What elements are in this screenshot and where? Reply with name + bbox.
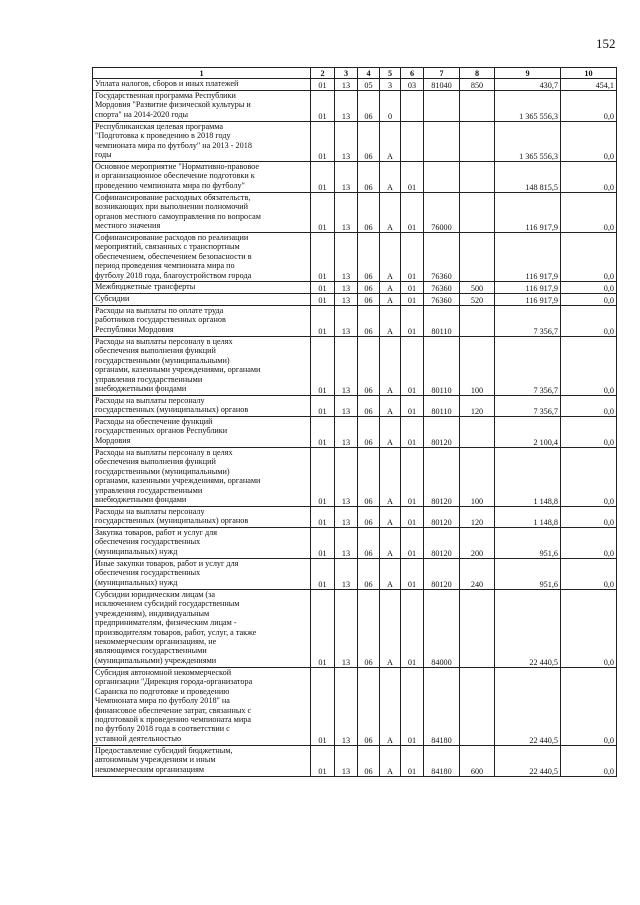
table-row — [93, 668, 617, 746]
table-row — [93, 746, 617, 777]
cell-c6 — [401, 122, 424, 162]
cell-c7: 84180 — [424, 668, 460, 746]
table-row — [93, 306, 617, 337]
row-name-cell: Предоставление субсидий бюджетным, автономным учреждениям и иным некоммерческим организациям — [93, 746, 311, 777]
row-name-cell: Расходы на обеспечение функций государственных органов Республики Мордовия — [93, 417, 311, 448]
cell-c7: 80110 — [424, 306, 460, 337]
cell-c5: А — [380, 507, 401, 528]
cell-c7: 84000 — [424, 590, 460, 668]
table-row — [93, 417, 617, 448]
cell-c2: 01 — [311, 162, 335, 193]
cell-c9: 22 440,5 — [495, 590, 561, 668]
table-row — [93, 233, 617, 282]
cell-c5: 0 — [380, 91, 401, 122]
cell-c6: 01 — [401, 233, 424, 282]
table-row — [93, 282, 617, 294]
table-row — [93, 79, 617, 91]
cell-c9: 116 917,9 — [495, 233, 561, 282]
row-name-cell: Республиканская целевая программа "Подготовка к проведению в 2018 году чемпионата мира по футболу" на 2013 - 2018 годы — [93, 122, 311, 162]
column-header-4: 4 — [358, 68, 380, 79]
table-row — [93, 396, 617, 417]
table-row — [93, 294, 617, 306]
cell-c5: А — [380, 590, 401, 668]
cell-c2: 01 — [311, 193, 335, 233]
cell-c7: 80120 — [424, 507, 460, 528]
cell-c10: 0,0 — [561, 448, 617, 507]
cell-c5: А — [380, 528, 401, 559]
row-name-cell: Субсидии — [93, 294, 311, 306]
table-row — [93, 559, 617, 590]
cell-c2: 01 — [311, 91, 335, 122]
cell-c9: 22 440,5 — [495, 668, 561, 746]
cell-c2: 01 — [311, 668, 335, 746]
cell-c2: 01 — [311, 294, 335, 306]
cell-c8: 120 — [460, 507, 495, 528]
cell-c9: 1 148,8 — [495, 448, 561, 507]
cell-c2: 01 — [311, 306, 335, 337]
cell-c3: 13 — [335, 233, 358, 282]
table-row — [93, 162, 617, 193]
row-name-cell: Иные закупки товаров, работ и услуг для обеспечения государственных (муниципальных) нужд — [93, 559, 311, 590]
cell-c5: А — [380, 559, 401, 590]
cell-c3: 13 — [335, 746, 358, 777]
table-row — [93, 507, 617, 528]
row-name-cell: Субсидия автономной некоммерческой организации "Дирекция города-организатора Саранска по подготовке и проведению Чемпионата мира по футболу 2018" на финансовое обеспечение затрат, связанных с подготовкой к проведению чемпионата мира по футболу 2018 года в соответствии с уставной деятельностью — [93, 668, 311, 746]
row-name-cell: Основное мероприятие "Нормативно-правовое и организационное обеспечение подготовки к проведению чемпионата мира по футболу" — [93, 162, 311, 193]
cell-c8 — [460, 91, 495, 122]
cell-c7 — [424, 122, 460, 162]
cell-c4: 06 — [358, 417, 380, 448]
cell-c6 — [401, 91, 424, 122]
cell-c2: 01 — [311, 528, 335, 559]
cell-c7: 80120 — [424, 559, 460, 590]
cell-c3: 13 — [335, 294, 358, 306]
cell-c6: 01 — [401, 507, 424, 528]
cell-c3: 13 — [335, 193, 358, 233]
cell-c8 — [460, 122, 495, 162]
cell-c2: 01 — [311, 417, 335, 448]
table-body — [93, 79, 617, 777]
cell-c7: 80110 — [424, 337, 460, 396]
cell-c5: А — [380, 294, 401, 306]
row-name-cell: Межбюджетные трансферты — [93, 282, 311, 294]
table-row — [93, 528, 617, 559]
cell-c3: 13 — [335, 122, 358, 162]
table-row — [93, 448, 617, 507]
cell-c7 — [424, 91, 460, 122]
cell-c8 — [460, 193, 495, 233]
cell-c4: 06 — [358, 162, 380, 193]
cell-c9: 7 356,7 — [495, 337, 561, 396]
cell-c5: А — [380, 233, 401, 282]
cell-c6: 01 — [401, 559, 424, 590]
budget-table — [92, 67, 617, 777]
cell-c3: 13 — [335, 668, 358, 746]
cell-c4: 06 — [358, 306, 380, 337]
cell-c6: 01 — [401, 528, 424, 559]
table-row — [93, 590, 617, 668]
row-name-cell: Расходы на выплаты персоналу в целях обеспечения выполнения функций государственными (муниципальными) органами, казенными учреждениями, органами управления государственными внебюджетными фондами — [93, 337, 311, 396]
column-header-8: 8 — [460, 68, 495, 79]
cell-c4: 06 — [358, 193, 380, 233]
row-name-cell: Софинансирование расходов по реализации мероприятий, связанных с транспортным обеспечением, обеспечением безопасности в период проведения чемпионата мира по футболу 2018 года, благоустройством города — [93, 233, 311, 282]
cell-c2: 01 — [311, 282, 335, 294]
cell-c10: 0,0 — [561, 294, 617, 306]
column-header-5: 5 — [380, 68, 401, 79]
cell-c4: 06 — [358, 337, 380, 396]
cell-c2: 01 — [311, 396, 335, 417]
cell-c3: 13 — [335, 507, 358, 528]
cell-c8 — [460, 162, 495, 193]
cell-c9: 951,6 — [495, 528, 561, 559]
cell-c6: 01 — [401, 282, 424, 294]
cell-c10: 0,0 — [561, 233, 617, 282]
cell-c5: А — [380, 122, 401, 162]
cell-c5: А — [380, 448, 401, 507]
cell-c3: 13 — [335, 282, 358, 294]
cell-c4: 06 — [358, 396, 380, 417]
cell-c7: 76360 — [424, 282, 460, 294]
cell-c6: 01 — [401, 294, 424, 306]
cell-c2: 01 — [311, 233, 335, 282]
row-name-cell: Субсидии юридическим лицам (за исключением субсидий государственным учреждениям), индивидуальным предпринимателям, физическим лицам - производителям товаров, работ, услуг, а также некоммерческим организациям, не являющимся государственными (муниципальными) учреждениями — [93, 590, 311, 668]
cell-c6: 03 — [401, 79, 424, 91]
cell-c3: 13 — [335, 559, 358, 590]
row-name-cell: Закупка товаров, работ и услуг для обеспечения государственных (муниципальных) нужд — [93, 528, 311, 559]
cell-c10: 0,0 — [561, 396, 617, 417]
cell-c8: 500 — [460, 282, 495, 294]
cell-c8 — [460, 417, 495, 448]
cell-c4: 06 — [358, 746, 380, 777]
column-header-9: 9 — [495, 68, 561, 79]
column-header-7: 7 — [424, 68, 460, 79]
cell-c5: А — [380, 668, 401, 746]
cell-c7: 84180 — [424, 746, 460, 777]
cell-c8: 100 — [460, 448, 495, 507]
row-name-cell: Расходы на выплаты персоналу государственных (муниципальных) органов — [93, 507, 311, 528]
cell-c10: 0,0 — [561, 193, 617, 233]
cell-c6: 01 — [401, 193, 424, 233]
cell-c6: 01 — [401, 668, 424, 746]
cell-c10: 0,0 — [561, 528, 617, 559]
cell-c3: 13 — [335, 448, 358, 507]
cell-c10: 0,0 — [561, 417, 617, 448]
cell-c10: 0,0 — [561, 122, 617, 162]
cell-c5: А — [380, 396, 401, 417]
cell-c6: 01 — [401, 396, 424, 417]
cell-c10: 0,0 — [561, 337, 617, 396]
cell-c5: А — [380, 282, 401, 294]
cell-c8 — [460, 306, 495, 337]
cell-c3: 13 — [335, 528, 358, 559]
cell-c3: 13 — [335, 590, 358, 668]
cell-c5: А — [380, 306, 401, 337]
cell-c6: 01 — [401, 417, 424, 448]
cell-c9: 951,6 — [495, 559, 561, 590]
cell-c9: 1 365 556,3 — [495, 122, 561, 162]
cell-c3: 13 — [335, 79, 358, 91]
cell-c10: 0,0 — [561, 282, 617, 294]
row-name-cell: Расходы на выплаты по оплате труда работников государственных органов Республики Мордовия — [93, 306, 311, 337]
cell-c10: 0,0 — [561, 306, 617, 337]
column-header-1: 1 — [93, 68, 311, 79]
cell-c5: А — [380, 417, 401, 448]
cell-c8 — [460, 590, 495, 668]
cell-c10: 0,0 — [561, 559, 617, 590]
cell-c3: 13 — [335, 306, 358, 337]
column-header-2: 2 — [311, 68, 335, 79]
cell-c3: 13 — [335, 396, 358, 417]
cell-c7: 80120 — [424, 448, 460, 507]
row-name-cell: Государственная программа Республики Мордовия "Развитие физической культуры и спорта" на 2014-2020 годы — [93, 91, 311, 122]
cell-c8: 200 — [460, 528, 495, 559]
cell-c2: 01 — [311, 559, 335, 590]
cell-c8: 120 — [460, 396, 495, 417]
cell-c7: 81040 — [424, 79, 460, 91]
cell-c9: 1 365 556,3 — [495, 91, 561, 122]
table-header-row — [93, 68, 617, 79]
cell-c4: 06 — [358, 448, 380, 507]
cell-c10: 0,0 — [561, 590, 617, 668]
cell-c4: 06 — [358, 559, 380, 590]
cell-c4: 06 — [358, 233, 380, 282]
cell-c10: 0,0 — [561, 668, 617, 746]
cell-c4: 06 — [358, 122, 380, 162]
cell-c4: 05 — [358, 79, 380, 91]
cell-c9: 116 917,9 — [495, 193, 561, 233]
cell-c8: 600 — [460, 746, 495, 777]
cell-c4: 06 — [358, 294, 380, 306]
cell-c2: 01 — [311, 448, 335, 507]
cell-c9: 7 356,7 — [495, 306, 561, 337]
cell-c9: 430,7 — [495, 79, 561, 91]
cell-c10: 0,0 — [561, 91, 617, 122]
cell-c5: А — [380, 162, 401, 193]
cell-c4: 06 — [358, 668, 380, 746]
table-row — [93, 122, 617, 162]
cell-c2: 01 — [311, 507, 335, 528]
cell-c9: 22 440,5 — [495, 746, 561, 777]
cell-c3: 13 — [335, 417, 358, 448]
cell-c9: 7 356,7 — [495, 396, 561, 417]
cell-c9: 116 917,9 — [495, 294, 561, 306]
cell-c2: 01 — [311, 122, 335, 162]
cell-c7: 80110 — [424, 396, 460, 417]
cell-c5: А — [380, 193, 401, 233]
cell-c3: 13 — [335, 337, 358, 396]
cell-c4: 06 — [358, 590, 380, 668]
row-name-cell: Софинансирование расходных обязательств, возникающих при выполнении полномочий органов местного самоуправления по вопросам местного значения — [93, 193, 311, 233]
cell-c3: 13 — [335, 91, 358, 122]
cell-c4: 06 — [358, 282, 380, 294]
cell-c9: 148 815,5 — [495, 162, 561, 193]
cell-c2: 01 — [311, 79, 335, 91]
cell-c8: 100 — [460, 337, 495, 396]
cell-c7: 80120 — [424, 417, 460, 448]
cell-c7: 76360 — [424, 294, 460, 306]
cell-c4: 06 — [358, 91, 380, 122]
cell-c9: 2 100,4 — [495, 417, 561, 448]
cell-c2: 01 — [311, 590, 335, 668]
cell-c8: 240 — [460, 559, 495, 590]
column-header-10: 10 — [561, 68, 617, 79]
cell-c6: 01 — [401, 337, 424, 396]
page-number: 152 — [596, 36, 616, 51]
cell-c10: 454,1 — [561, 79, 617, 91]
cell-c10: 0,0 — [561, 162, 617, 193]
cell-c7: 76000 — [424, 193, 460, 233]
cell-c4: 06 — [358, 507, 380, 528]
cell-c6: 01 — [401, 306, 424, 337]
table-row — [93, 193, 617, 233]
cell-c10: 0,0 — [561, 507, 617, 528]
cell-c7 — [424, 162, 460, 193]
cell-c5: А — [380, 746, 401, 777]
cell-c7: 76360 — [424, 233, 460, 282]
cell-c2: 01 — [311, 746, 335, 777]
cell-c9: 1 148,8 — [495, 507, 561, 528]
cell-c9: 116 917,9 — [495, 282, 561, 294]
cell-c7: 80120 — [424, 528, 460, 559]
cell-c8 — [460, 233, 495, 282]
cell-c8: 850 — [460, 79, 495, 91]
cell-c6: 01 — [401, 448, 424, 507]
column-header-6: 6 — [401, 68, 424, 79]
cell-c6: 01 — [401, 590, 424, 668]
cell-c8: 520 — [460, 294, 495, 306]
cell-c4: 06 — [358, 528, 380, 559]
column-header-3: 3 — [335, 68, 358, 79]
row-name-cell: Уплата налогов, сборов и иных платежей — [93, 79, 311, 91]
row-name-cell: Расходы на выплаты персоналу государственных (муниципальных) органов — [93, 396, 311, 417]
cell-c5: 3 — [380, 79, 401, 91]
cell-c6: 01 — [401, 162, 424, 193]
cell-c6: 01 — [401, 746, 424, 777]
table-row — [93, 91, 617, 122]
table-row — [93, 337, 617, 396]
cell-c3: 13 — [335, 162, 358, 193]
cell-c8 — [460, 668, 495, 746]
cell-c2: 01 — [311, 337, 335, 396]
cell-c5: А — [380, 337, 401, 396]
cell-c10: 0,0 — [561, 746, 617, 777]
row-name-cell: Расходы на выплаты персоналу в целях обеспечения выполнения функций государственными (муниципальными) органами, казенными учреждениями, органами управления государственными внебюджетными фондами — [93, 448, 311, 507]
